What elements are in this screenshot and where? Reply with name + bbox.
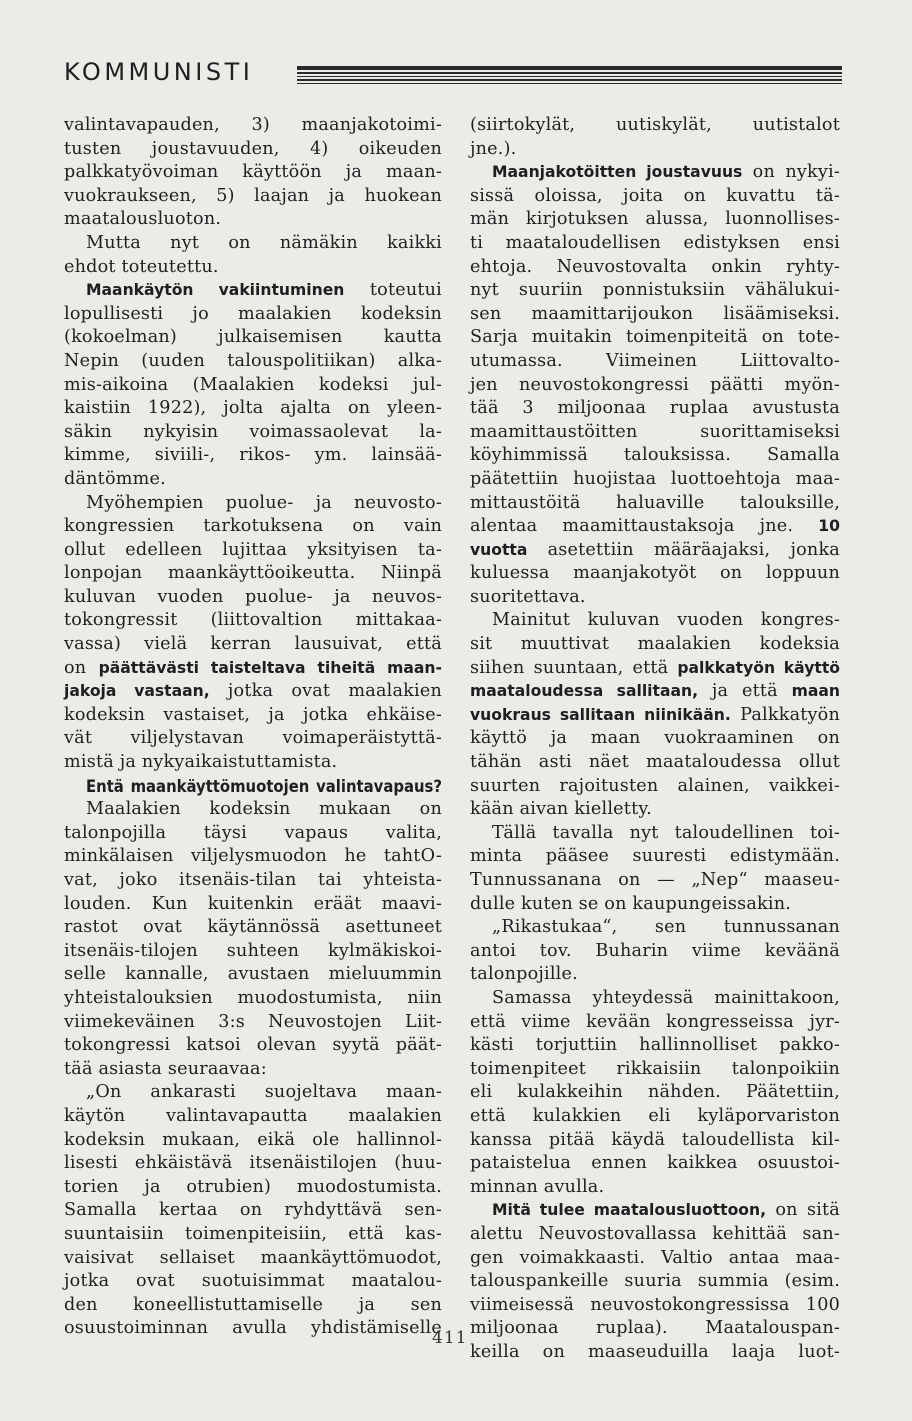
text-line: itsenäis-tilojen suhteen kylmäkiskoi- [64, 940, 442, 961]
text-line: den koneellistuttamiselle ja sen [64, 1294, 442, 1315]
text-line: suurten rajoitusten alainen, vaikkei- [470, 775, 840, 796]
text-line: utumassa. Viimeinen Liittovalto- [470, 350, 840, 371]
text-line: Mainitut kuluvan vuoden kongres- [492, 610, 840, 631]
left-column [64, 114, 442, 1341]
text-line: kongressien tarkotuksena on vain [64, 516, 442, 537]
text-line: keilla on maaseuduilla laaja luot- [470, 1341, 840, 1362]
text-line: pataistelua ennen kaikkea osuustoi- [470, 1153, 840, 1174]
text-line: lisesti ehkäistävä itsenäistilojen (huu- [64, 1153, 442, 1174]
text-line: alettu Neuvostovallassa kehittää san- [470, 1223, 840, 1244]
text-line: sissä oloissa, joita on kuvattu tä- [470, 185, 840, 206]
text-line: mis-aikoina (Maalakien kodeksi jul- [64, 374, 442, 395]
text-line: talouspankeille suuria summia (esim. [470, 1271, 840, 1292]
text-line: selle kannalle, avustaen mieluummin [64, 964, 442, 985]
text-line: mittaustöitä haluaville talouksille, [470, 492, 840, 513]
text-line: tää 3 miljoonaa ruplaa avustusta [470, 398, 840, 419]
text-line: (kokoelman) julkaisemisen kautta [64, 327, 442, 348]
text-line: vaisivat sellaiset maankäyttömuodot, [64, 1247, 442, 1268]
text-line: „On ankarasti suojeltava maan- [86, 1082, 442, 1103]
text-line: Myöhempien puolue- ja neuvosto- [86, 492, 442, 513]
text-line: käyttö ja maan vuokraaminen on [470, 728, 840, 749]
text-line: ollut edelleen lujittaa yksityisen ta- [64, 539, 442, 560]
text-line: alentaa maamittaustaksoja jne. 10 [470, 516, 840, 537]
text-line: rastot ovat käytännössä asettuneet [64, 917, 442, 938]
page-header [64, 58, 844, 98]
text-line: maamittaustöitten suorittamiseksi [470, 421, 840, 442]
text-line: siihen suuntaan, että palkkatyön käyttö [470, 657, 840, 678]
text-line: jne.). [470, 138, 517, 159]
text-line: däntömme. [64, 468, 166, 489]
text-line: talonpojille. [470, 964, 578, 985]
text-line: on päättävästi taisteltava tiheitä maan- [64, 657, 442, 678]
text-line: ehdot toteutettu. [64, 256, 219, 277]
text-line: ehtoja. Neuvostovalta onkin ryhty- [470, 256, 840, 277]
text-line: minnan avulla. [470, 1176, 605, 1197]
text-line: ti maataloudellisen edistyksen ensi [470, 232, 840, 253]
text-line: että kulakkien eli kyläporvariston [470, 1105, 840, 1126]
text-line: Maankäytön vakiintuminen toteutui [86, 280, 442, 301]
text-line: talonpojilla täysi vapaus valita, [64, 822, 442, 843]
text-line: nyt suuriin ponnistuksiin vähälukui- [470, 280, 840, 301]
text-line: palkkatyövoiman käyttöön ja maan- [64, 162, 442, 183]
text-line: minkälaisen viljelysmuodon he tahtO- [64, 846, 442, 867]
text-line: dulle kuten se on kaupungeissakin. [470, 893, 792, 914]
text-line: valintavapauden, 3) maanjakotoimi- [64, 115, 442, 135]
text-line: maatalousluoton. [64, 209, 222, 230]
text-line: kästi torjuttiin hallinnolliset pakko- [470, 1035, 840, 1056]
text-line: suoritettava. [470, 586, 586, 607]
text-line: Nepin (uuden talouspolitiikan) alka- [64, 350, 442, 371]
journal-title: KOMMUNISTI [64, 58, 254, 86]
text-line: Mitä tulee maatalousluottoon, on sitä [492, 1200, 840, 1221]
text-line: louden. Kun kuitenkin eräät maavi- [64, 893, 442, 914]
text-line: antoi tov. Buharin viime keväänä [470, 940, 840, 961]
text-line: suuntaisiin toimenpiteisiin, että kas- [64, 1223, 442, 1244]
text-line: Sarja muitakin toimenpiteitä on tote- [470, 327, 840, 348]
text-line: tusten joustavuuden, 4) oikeuden [64, 138, 442, 159]
header-rule [297, 66, 842, 84]
text-line: köyhimmissä talouksissa. Samalla [470, 445, 840, 466]
text-line: osuustoiminnan avulla yhdistämiselle [64, 1318, 442, 1339]
text-line: lonpojan maankäyttöoikeutta. Niinpä [64, 563, 442, 584]
text-line: maataloudessa sallitaan, ja että maan [470, 681, 840, 702]
text-line: jakoja vastaan, jotka ovat maalakien [64, 681, 442, 702]
text-line: män kirjotuksen alussa, luonnollises- [470, 209, 840, 230]
text-line: vät viljelystavan voimaperäistyttä- [64, 728, 442, 749]
text-line: eli kulakkeihin nähden. Päätettiin, [470, 1082, 840, 1103]
text-line: lopullisesti jo maalakien kodeksin [64, 303, 442, 324]
text-line: Tällä tavalla nyt taloudellinen toi- [492, 822, 840, 843]
text-line: kimme, siviili-, rikos- ym. lainsää- [64, 445, 442, 466]
text-line: viimeisessä neuvostokongressissa 100 [470, 1294, 840, 1315]
text-line: torien ja otrubien) muodostumista. [64, 1176, 442, 1197]
text-line: viimekeväinen 3:s Neuvostojen Liit- [64, 1011, 442, 1032]
text-line: toimenpiteet rikkaisiin talonpoikiin [470, 1058, 840, 1079]
text-line: sen maamittarijoukon lisäämiseksi. [470, 303, 840, 324]
text-line: Tunnussanana on — „Nep“ maaseu- [470, 870, 840, 890]
text-line: kuluessa maanjakotyöt on loppuun [470, 563, 840, 584]
text-line: kään aivan kielletty. [470, 799, 652, 820]
text-line: säkin nykyisin voimassaolevat la- [64, 421, 442, 442]
text-line: vuokraukseen, 5) laajan ja huokean [64, 185, 442, 206]
text-line: tokongressit (liittovaltion mittakaa- [64, 610, 442, 631]
text-line: kaistiin 1922), jolta ajalta on yleen- [64, 398, 442, 419]
section-heading: Entä maankäyttömuotojen valintavapaus? [86, 776, 442, 796]
text-line: päätettiin huojistaa luottoehtoja maa- [470, 468, 840, 489]
text-line: vat, joko itsenäis-tilan tai yhteista- [64, 870, 442, 890]
text-line: kanssa pitää käydä taloudellista kil- [470, 1129, 840, 1150]
text-line: Mutta nyt on nämäkin kaikki [86, 232, 442, 253]
text-line: kodeksin vastaiset, ja jotka ehkäise- [64, 704, 442, 725]
text-line: Maanjakotöitten joustavuus on nykyi- [492, 162, 840, 183]
text-line: sit muuttivat maalakien kodeksia [470, 634, 840, 655]
text-line: vuotta asetettiin määräajaksi, jonka [470, 539, 840, 560]
text-line: minta pääsee suuresti edistymään. [470, 846, 840, 867]
text-line: Maalakien kodeksin mukaan on [86, 799, 442, 820]
text-line: käytön valintavapautta maalakien [64, 1105, 442, 1126]
text-line: tää asiasta seuraavaa: [64, 1058, 267, 1079]
text-line: vuokraus sallitaan niinikään. Palkkatyön [470, 704, 840, 725]
text-line: gen voimakkaasti. Valtio antaa maa- [470, 1247, 840, 1268]
text-line: kodeksin mukaan, eikä ole hallinnol- [64, 1129, 442, 1150]
text-line: vassa) vielä kerran lausuivat, että [64, 634, 442, 655]
text-line: mistä ja nykyaikaistuttamista. [64, 752, 338, 773]
text-line: kuluvan vuoden puolue- ja neuvos- [64, 586, 442, 607]
text-line: Samalla kertaa on ryhdyttävä sen- [64, 1200, 442, 1221]
page-number: 411 [432, 1328, 468, 1348]
text-line: jen neuvostokongressi päätti myön- [470, 374, 840, 395]
text-line: tähän asti näet maataloudessa ollut [470, 752, 840, 773]
text-line: „Rikastukaa“, sen tunnussanan [492, 917, 840, 938]
text-line: että viime kevään kongresseissa jyr- [470, 1011, 840, 1032]
text-line: Samassa yhteydessä mainittakoon, [492, 987, 840, 1008]
right-column [470, 114, 840, 1364]
text-line: jotka ovat suotuisimmat maatalou- [64, 1271, 442, 1292]
text-line: miljoonaa ruplaa). Maatalouspan- [470, 1318, 840, 1339]
text-line: tokongressi katsoi olevan syytä päät- [64, 1035, 442, 1056]
text-line: (siirtokylät, uutiskylät, uutistalot [470, 115, 840, 135]
text-line: yhteistalouksien muodostumista, niin [64, 987, 442, 1008]
